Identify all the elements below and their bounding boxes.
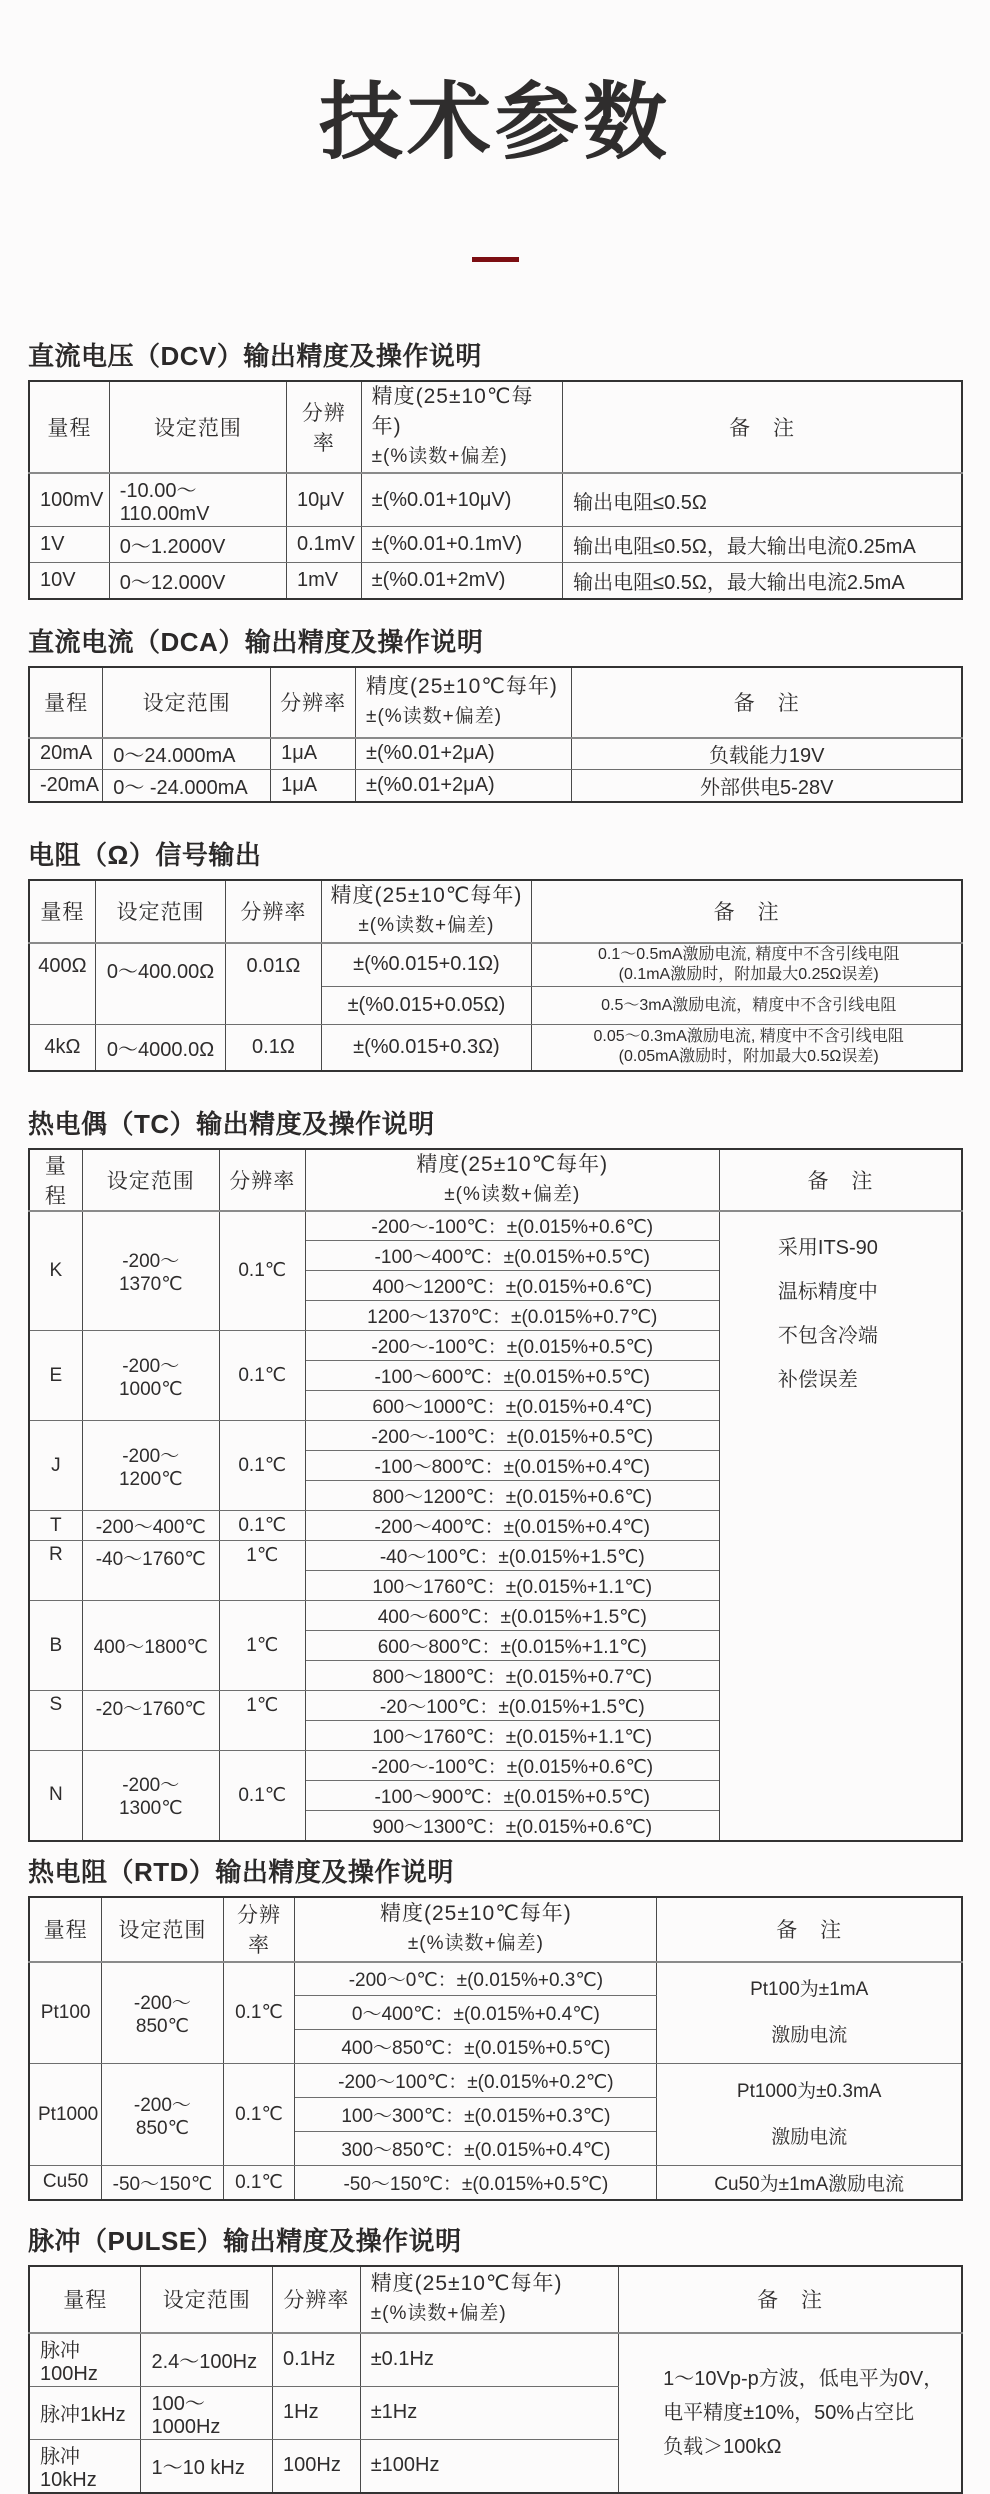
cell-resolution: 0.1℃ [223, 2166, 295, 2200]
table-row [29, 738, 962, 770]
section-title-tc: 热电偶（TC）输出精度及操作说明 [28, 1108, 435, 1139]
cell-range: 脉冲1kHz [29, 2386, 141, 2439]
cell-set-range: 1～10 kHz [141, 2439, 273, 2493]
remark-line: 补偿误差 [777, 1368, 858, 1391]
accuracy-header-line2: ±(%读数+偏差) [366, 706, 503, 727]
col-header-set-range: 设定范围 [103, 667, 271, 738]
accuracy-header-line2: ±(%读数+偏差) [370, 2303, 507, 2324]
cell-accuracy: ±(%0.015+0.3Ω) [321, 1025, 532, 1071]
col-header-range: 量程 [29, 381, 109, 473]
cell-accuracy: 100～1760℃：±(0.015%+1.1℃) [305, 1571, 719, 1601]
spec-table-dca [28, 666, 963, 803]
remark-line: 不包含冷端 [777, 1324, 878, 1347]
accuracy-header-line1: 精度(25±10℃每年) [371, 385, 534, 438]
accuracy-header-line2: ±(%读数+偏差) [371, 446, 508, 467]
table-row [29, 2064, 962, 2098]
cell-remark: 输出电阻≤0.5Ω，最大输出电流2.5mA [563, 563, 962, 599]
cell-accuracy: ±(%0.015+0.05Ω) [321, 987, 532, 1025]
remark-line: Pt100为±1mA [750, 1978, 869, 2000]
cell-accuracy: -200～400℃：±(0.015%+0.4℃) [305, 1511, 719, 1541]
cell-accuracy: 400～600℃：±(0.015%+1.5℃) [305, 1601, 719, 1631]
table-row [29, 770, 962, 802]
col-header-range: 量程 [29, 1149, 82, 1211]
accuracy-header-line1: 精度(25±10℃每年) [366, 675, 558, 698]
cell-remark: 负载能力19V [572, 738, 962, 770]
col-header-accuracy [361, 381, 563, 473]
remark-line: 负载＞100kΩ [663, 2435, 782, 2458]
remark-line: 激励电流 [771, 2126, 848, 2148]
col-header-set-range: 设定范围 [95, 880, 226, 943]
cell-remark [532, 943, 962, 987]
accuracy-header-line1: 精度(25±10℃每年) [416, 1152, 609, 1176]
section-tc [28, 1108, 962, 1842]
table-header-row [29, 1149, 962, 1211]
cell-range: -20mA [29, 770, 103, 802]
col-header-set-range: 设定范围 [109, 381, 286, 473]
remark-line: 0.1～0.5mA激励电流, 精度中不含引线电阻 [597, 945, 900, 963]
cell-range: 4kΩ [29, 1025, 95, 1071]
col-header-range: 量程 [29, 2266, 141, 2333]
table-row [29, 473, 962, 527]
cell-set-range: 0～ -24.000mA [103, 770, 271, 802]
col-header-accuracy [360, 2266, 618, 2333]
col-header-remark: 备 注 [657, 1897, 962, 1962]
cell-resolution: 1μA [271, 770, 356, 802]
cell-accuracy: 400～850℃：±(0.015%+0.5℃) [295, 2030, 657, 2064]
table-row [29, 1962, 962, 1996]
accuracy-header-line1: 精度(25±10℃每年) [330, 884, 523, 907]
cell-resolution: 1Hz [273, 2386, 361, 2439]
cell-resolution: 1mV [287, 563, 362, 599]
remark-line: 采用ITS-90 [777, 1236, 878, 1259]
cell-resolution: 0.01Ω [226, 943, 321, 1025]
cell-accuracy: 800～1200℃：±(0.015%+0.6℃) [305, 1481, 719, 1511]
cell-accuracy: 600～1000℃：±(0.015%+0.4℃) [305, 1391, 719, 1421]
cell-accuracy: -100～900℃：±(0.015%+0.5℃) [305, 1781, 719, 1811]
spec-table-resistance [28, 879, 963, 1072]
cell-accuracy: ±1Hz [360, 2386, 618, 2439]
table-row [29, 563, 962, 599]
col-header-resolution: 分辨率 [223, 1897, 295, 1962]
cell-accuracy: 0～400℃：±(0.015%+0.4℃) [295, 1996, 657, 2030]
cell-remark [532, 1025, 962, 1071]
section-title-resistance: 电阻（Ω）信号输出 [28, 839, 262, 870]
cell-set-range: -40～1760℃ [82, 1541, 219, 1601]
cell-accuracy: -100～400℃：±(0.015%+0.5℃) [305, 1241, 719, 1271]
cell-resolution: 1℃ [219, 1541, 305, 1601]
cell-set-range: -200～1300℃ [82, 1751, 219, 1841]
cell-remark [719, 1211, 962, 1841]
cell-resolution: 0.1℃ [219, 1331, 305, 1421]
section-rtd [28, 1856, 962, 2201]
section-title-rtd: 热电阻（RTD）输出精度及操作说明 [28, 1856, 454, 1887]
col-header-accuracy [321, 880, 532, 943]
col-header-resolution: 分辨率 [226, 880, 321, 943]
col-header-remark: 备 注 [719, 1149, 962, 1211]
col-header-remark: 备 注 [572, 667, 962, 738]
cell-remark [619, 2333, 962, 2493]
table-row [29, 1025, 962, 1071]
cell-resolution: 0.1℃ [219, 1211, 305, 1331]
cell-set-range: -200～1200℃ [82, 1421, 219, 1511]
cell-set-range: -200～1370℃ [82, 1211, 219, 1331]
col-header-set-range: 设定范围 [82, 1149, 219, 1211]
col-header-remark: 备 注 [619, 2266, 962, 2333]
spec-table-rtd [28, 1896, 963, 2201]
accuracy-header-line1: 精度(25±10℃每年) [379, 1902, 572, 1925]
section-title-dca: 直流电流（DCA）输出精度及操作说明 [28, 626, 484, 657]
col-header-accuracy [295, 1897, 657, 1962]
cell-set-range: 400～1800℃ [82, 1601, 219, 1691]
cell-range: T [29, 1511, 82, 1541]
cell-resolution: 0.1℃ [223, 1962, 295, 2064]
cell-accuracy: ±(%0.01+2μA) [356, 770, 572, 802]
cell-accuracy: ±(%0.01+0.1mV) [361, 527, 563, 563]
title-divider [472, 257, 519, 262]
col-header-set-range: 设定范围 [141, 2266, 273, 2333]
cell-accuracy: -200～0℃：±(0.015%+0.3℃) [295, 1962, 657, 1996]
col-header-range: 量程 [29, 667, 103, 738]
col-header-accuracy [356, 667, 572, 738]
cell-resolution: 1℃ [219, 1601, 305, 1691]
col-header-remark: 备 注 [532, 880, 962, 943]
cell-set-range: -50～150℃ [102, 2166, 223, 2200]
spec-table-pulse [28, 2265, 963, 2494]
section-title-pulse: 脉冲（PULSE）输出精度及操作说明 [28, 2225, 462, 2256]
col-header-resolution: 分辨率 [271, 667, 356, 738]
accuracy-header-line2: ±(%读数+偏差) [444, 1183, 581, 1205]
cell-range: 20mA [29, 738, 103, 770]
cell-set-range: 100～1000Hz [141, 2386, 273, 2439]
table-row [29, 527, 962, 563]
cell-set-range: -200～1000℃ [82, 1331, 219, 1421]
table-row [29, 2166, 962, 2200]
col-header-resolution: 分辨率 [273, 2266, 361, 2333]
remark-line: 温标精度中 [777, 1280, 878, 1303]
cell-accuracy: 100～1760℃：±(0.015%+1.1℃) [305, 1721, 719, 1751]
cell-set-range: -200～850℃ [102, 2064, 223, 2166]
section-dca [28, 626, 962, 803]
cell-range: 1V [29, 527, 109, 563]
cell-accuracy: 100～300℃：±(0.015%+0.3℃) [295, 2098, 657, 2132]
accuracy-header-line1: 精度(25±10℃每年) [370, 2272, 563, 2295]
col-header-resolution: 分辨率 [287, 381, 362, 473]
cell-accuracy: ±0.1Hz [360, 2333, 618, 2387]
cell-accuracy: 300～850℃：±(0.015%+0.4℃) [295, 2132, 657, 2166]
spec-table-dcv [28, 380, 963, 600]
cell-resolution: 0.1Ω [226, 1025, 321, 1071]
cell-set-range: -200～400℃ [82, 1511, 219, 1541]
remark-line: 激励电流 [771, 2024, 848, 2046]
table-header-row [29, 880, 962, 943]
cell-range: Cu50 [29, 2166, 102, 2200]
cell-resolution: 0.1℃ [219, 1751, 305, 1841]
cell-accuracy: ±(%0.01+2mV) [361, 563, 563, 599]
col-header-range: 量程 [29, 880, 95, 943]
cell-range: E [29, 1331, 82, 1421]
cell-range: Pt100 [29, 1962, 102, 2064]
cell-range: R [29, 1541, 82, 1601]
section-resistance [28, 839, 962, 1072]
section-title-dcv: 直流电压（DCV）输出精度及操作说明 [28, 341, 482, 371]
cell-accuracy: -200～-100℃：±(0.015%+0.6℃) [305, 1211, 719, 1241]
remark-line: (0.05mA激励时，附加最大0.5Ω误差) [618, 1048, 879, 1066]
cell-accuracy: -200～-100℃：±(0.015%+0.6℃) [305, 1751, 719, 1781]
cell-resolution: 0.1mV [287, 527, 362, 563]
col-header-accuracy [305, 1149, 719, 1211]
col-header-resolution: 分辨率 [219, 1149, 305, 1211]
cell-accuracy: ±(%0.01+10μV) [361, 473, 563, 527]
remark-line: (0.1mA激励时，附加最大0.25Ω误差) [618, 965, 879, 983]
cell-accuracy: 1200～1370℃：±(0.015%+0.7℃) [305, 1301, 719, 1331]
cell-resolution: 0.1℃ [223, 2064, 295, 2166]
cell-set-range: -20～1760℃ [82, 1691, 219, 1751]
cell-accuracy: -200～-100℃：±(0.015%+0.5℃) [305, 1331, 719, 1361]
cell-accuracy: -50～150℃：±(0.015%+0.5℃) [295, 2166, 657, 2200]
col-header-set-range: 设定范围 [102, 1897, 223, 1962]
table-row [29, 943, 962, 987]
cell-accuracy: -100～800℃：±(0.015%+0.4℃) [305, 1451, 719, 1481]
cell-resolution: 100Hz [273, 2439, 361, 2493]
cell-set-range: 0～24.000mA [103, 738, 271, 770]
cell-remark [657, 2064, 962, 2166]
cell-remark: 输出电阻≤0.5Ω [563, 473, 962, 527]
cell-resolution: 10μV [287, 473, 362, 527]
cell-range: J [29, 1421, 82, 1511]
cell-remark: 0.5～3mA激励电流，精度中不含引线电阻 [532, 987, 962, 1025]
cell-accuracy: 800～1800℃：±(0.015%+0.7℃) [305, 1661, 719, 1691]
cell-remark [657, 1962, 962, 2064]
table-header-row [29, 667, 962, 738]
col-header-range: 量程 [29, 1897, 102, 1962]
cell-set-range: 0～4000.0Ω [95, 1025, 226, 1071]
cell-remark: 输出电阻≤0.5Ω，最大输出电流0.25mA [563, 527, 962, 563]
cell-remark: 外部供电5-28V [572, 770, 962, 802]
cell-range: 100mV [29, 473, 109, 527]
section-dcv [28, 340, 962, 600]
cell-range: S [29, 1691, 82, 1751]
cell-remark: Cu50为±1mA激励电流 [657, 2166, 962, 2200]
cell-accuracy: -40～100℃：±(0.015%+1.5℃) [305, 1541, 719, 1571]
cell-set-range: 0～400.00Ω [95, 943, 226, 1025]
cell-accuracy: -200～100℃：±(0.015%+0.2℃) [295, 2064, 657, 2098]
cell-range: B [29, 1601, 82, 1691]
cell-range: 脉冲10kHz [29, 2439, 141, 2493]
accuracy-header-line2: ±(%读数+偏差) [407, 1933, 544, 1954]
cell-range: 400Ω [29, 943, 95, 1025]
page-title: 技术参数 [318, 75, 671, 169]
cell-accuracy: -20～100℃：±(0.015%+1.5℃) [305, 1691, 719, 1721]
table-row [29, 2333, 962, 2387]
cell-range: Pt1000 [29, 2064, 102, 2166]
accuracy-header-line2: ±(%读数+偏差) [358, 915, 495, 936]
col-header-remark: 备 注 [563, 381, 962, 473]
cell-resolution: 1℃ [219, 1691, 305, 1751]
cell-accuracy: 600～800℃：±(0.015%+1.1℃) [305, 1631, 719, 1661]
cell-range: 10V [29, 563, 109, 599]
spec-table-tc [28, 1148, 963, 1842]
cell-accuracy: ±(%0.015+0.1Ω) [321, 943, 532, 987]
remark-line: 0.05～0.3mA激励电流, 精度中不含引线电阻 [593, 1028, 904, 1046]
table-header-row [29, 2266, 962, 2333]
cell-set-range: 2.4～100Hz [141, 2333, 273, 2387]
cell-set-range: 0～12.000V [109, 563, 286, 599]
cell-accuracy: 400～1200℃：±(0.015%+0.6℃) [305, 1271, 719, 1301]
table-header-row [29, 1897, 962, 1962]
remark-line: 电平精度±10%，50%占空比 [663, 2401, 915, 2424]
cell-range: K [29, 1211, 82, 1331]
remark-line: Pt1000为±0.3mA [736, 2080, 882, 2102]
table-row [29, 1211, 962, 1241]
cell-resolution: 0.1Hz [273, 2333, 361, 2387]
cell-set-range: 0～1.2000V [109, 527, 286, 563]
cell-range: N [29, 1751, 82, 1841]
section-pulse [28, 2225, 962, 2494]
cell-accuracy: 900～1300℃：±(0.015%+0.6℃) [305, 1811, 719, 1841]
cell-accuracy: -100～600℃：±(0.015%+0.5℃) [305, 1361, 719, 1391]
table-header-row [29, 381, 962, 473]
cell-range: 脉冲100Hz [29, 2333, 141, 2387]
cell-accuracy: ±(%0.01+2μA) [356, 738, 572, 770]
cell-resolution: 0.1℃ [219, 1511, 305, 1541]
cell-resolution: 1μA [271, 738, 356, 770]
cell-accuracy: ±100Hz [360, 2439, 618, 2493]
remark-line: 1～10Vp-p方波，低电平为0V， [663, 2367, 944, 2390]
cell-resolution: 0.1℃ [219, 1421, 305, 1511]
cell-set-range: -200～850℃ [102, 1962, 223, 2064]
cell-accuracy: -200～-100℃：±(0.015%+0.5℃) [305, 1421, 719, 1451]
cell-set-range: -10.00～110.00mV [109, 473, 286, 527]
